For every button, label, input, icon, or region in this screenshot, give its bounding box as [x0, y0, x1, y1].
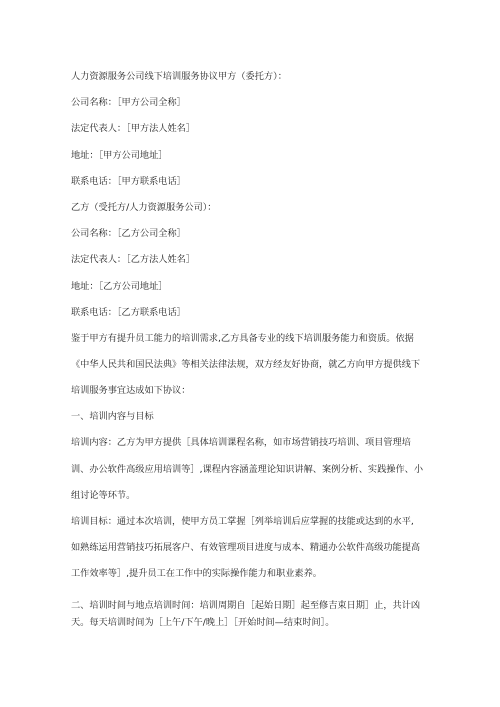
training-content-line-3: 组讨论等环节。	[71, 490, 136, 501]
party-b-heading: 乙方（受托方/人力资源服务公司）：	[71, 202, 217, 213]
preamble-line-1: 鉴于甲方有提升员工能力的培训需求,乙方具备专业的线下培训服务能力和资质。依据	[71, 333, 414, 344]
section-2-line-1: 二、培训时间与地点培训时间：培训周期自［起始日期］起至修吉束日期］止，共计凶	[71, 600, 421, 611]
training-goal-line-3: 工作效率等］,提升员工在工作中的实际操作能力和职业素养。	[71, 568, 322, 579]
party-b-address: 地址：［乙方公司地址］	[71, 281, 168, 292]
agreement-title-line: 人力资源服务公司线下培训服务协议甲方（委托方）：	[71, 71, 287, 82]
party-a-phone: 联系电话：［甲方联系电话］	[71, 176, 186, 187]
party-a-legal-representative: 法定代表人：［甲方法人姓名］	[71, 123, 196, 134]
party-b-legal-representative: 法定代表人：［乙方法人姓名］	[71, 254, 196, 265]
preamble-line-2: 《中华人民共和国民法典》等相关法律法规，双方经友好协商，就乙方向甲方提供线下	[71, 359, 421, 370]
training-goal-line-2: 如熟练运用营销技巧拓展客户、有效管理项目进度与成本、精通办公软件高级功能提高	[71, 542, 421, 553]
section-2-line-2: 天。每天培训时间为［上午/下午/晚上］［开始时间—结束时间］。	[71, 617, 335, 628]
training-content-line-1: 培训内容：乙方为甲方提供［具体培训课程名称，如市场营销技巧培训、项目管理培	[71, 437, 411, 448]
party-a-company-name: 公司名称：［甲方公司全称］	[71, 97, 186, 108]
section-1-heading: 一、培训内容与目标	[71, 411, 154, 422]
party-b-company-name: 公司名称：［乙方公司全称］	[71, 228, 186, 239]
preamble-line-3: 培训服务事宜达成如下协议：	[71, 385, 191, 396]
party-a-address: 地址：［甲方公司地址］	[71, 150, 168, 161]
training-content-line-2: 训、办公软件高级应用培训等］,课程内容涵盖理论知识讲解、案例分析、实践操作、小	[71, 464, 424, 475]
party-b-phone: 联系电话：［乙方联系电话］	[71, 307, 186, 318]
training-goal-line-1: 培训目标：通过本次培训，使甲方员工掌握［列举培训后应掌握的技能或达到的水平,	[71, 516, 414, 527]
